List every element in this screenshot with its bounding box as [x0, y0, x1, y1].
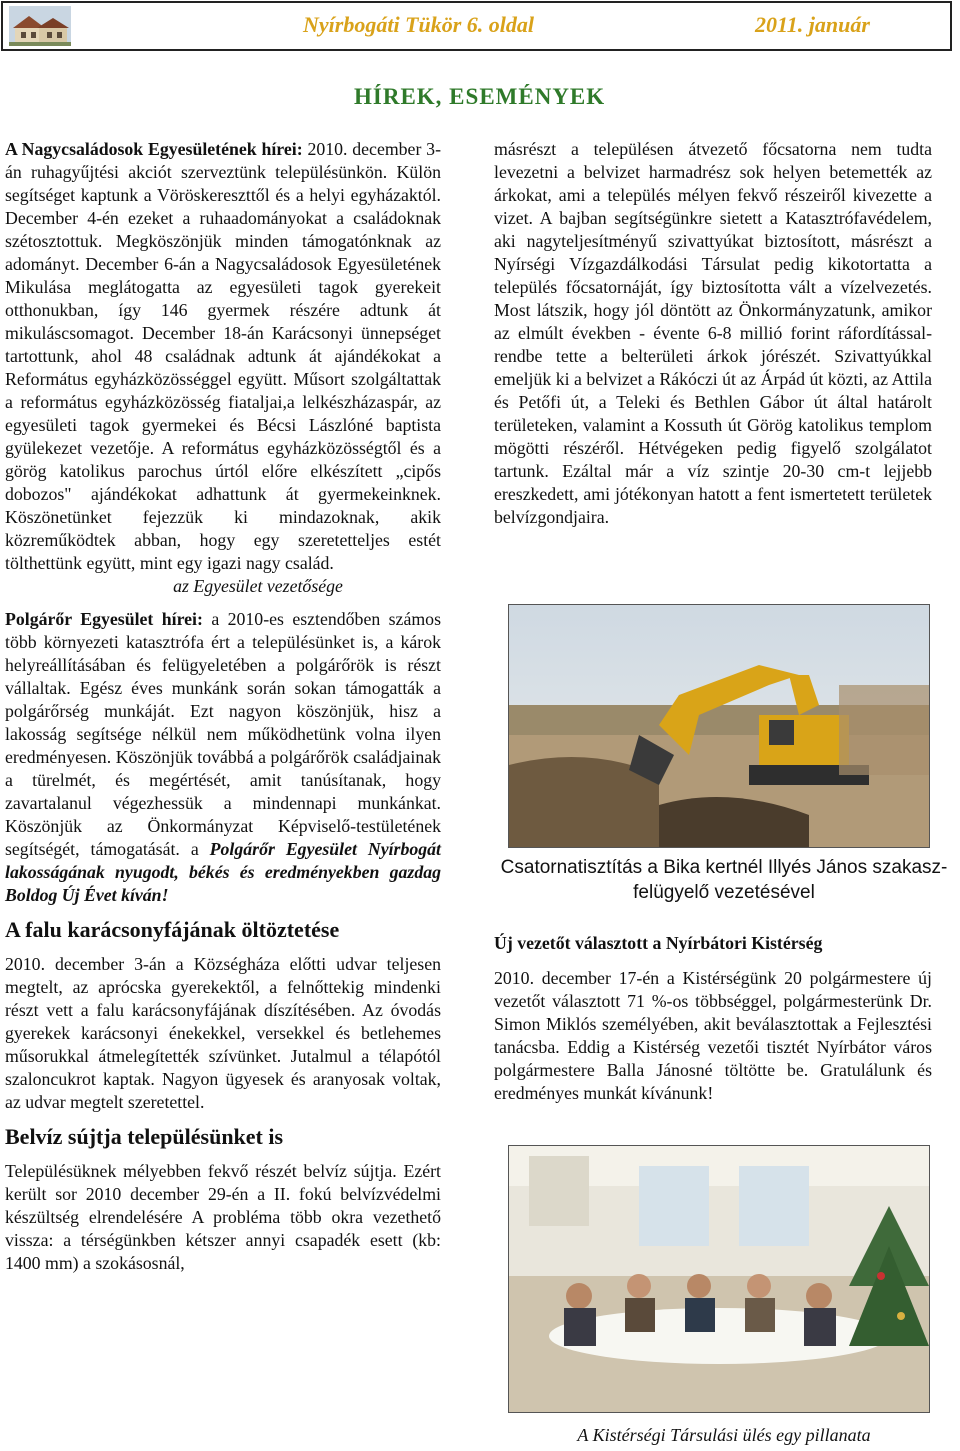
article-title: Belvíz sújtja településünket is	[5, 1124, 284, 1149]
section-title: HÍREK, ESEMÉNYEK	[354, 84, 606, 109]
issue-date: 2011. január	[755, 12, 870, 37]
article-body: 2010. december 3-án a Községháza előtti udvar teljesen megtelt, az aprócska gyerekektől, a felnőttekig mindenki részt vett a falu karácsonyfájának díszítésében. Az óvodás gyerekek karácsonyi énekekkel, versekkel és betlehemes műsorukkal átmelegítették szívünket. Jutalmul a télapótól szaloncukrot kaptak. Nagyon ügyesek és aranyosak voltak, az udvar megtelt szeretettel.	[5, 954, 441, 1112]
meeting-caption: A Kistérségi Társulási ülés egy pillanata	[577, 1425, 871, 1445]
right-column-lower	[494, 932, 932, 1105]
article-signature: az Egyesület vezetősége	[173, 576, 343, 596]
article-lead: A Nagycsaládosok Egyesületének hírei:	[5, 139, 303, 159]
excavator-image-icon	[509, 605, 929, 847]
right-column	[494, 138, 932, 529]
article-body-continued: másrészt a településen átvezető főcsatorna nem tudta levezetni a belvizet harmadrész sok helyen betemették az árkokat, ami a település mélyen fekvő részeiről kivezette a vizet. A bajban segítségünkre sietett a Katasztrófavédelem, aki nagyteljesítményű szivattyúkat biztosított, másrészt a Nyírségi Vízgazdálkodási Társulat pedig kikotortatta a település főcsatornáját, így biztosította vált a vízelvezetés. Most látszik, hogy jól döntött az Önkormányzatunk, amikor az elmúlt években - évente 6-8 millió forint ráfordítással- rendbe tette a belterületi árkok jórészét. Szivattyúkkal emeljük ki a belvizet a Rákóczi út az Árpád út közti, az Attila és Petőfi út, a Teleki és Bethlen Gábor út által határolt területeken, valamint a Kossuth út Görög katolikus templom mögötti részéről. Hétvégeken pedig figyelő szolgálatot tartunk. Ezáltal már a víz szintje 20-30 cm-t lejjebb ereszkedett, ami jótékonyan hatott a fent ismertetett területek belvízgondjaira.	[494, 139, 932, 527]
excavator-photo	[508, 604, 930, 848]
article-nagycsaladosok	[5, 138, 441, 575]
page-header	[1, 1, 952, 51]
article-lead: Polgárőr Egyesület hírei:	[5, 609, 203, 629]
article-title: Új vezetőt választott a Nyírbátori Kistérség	[494, 933, 823, 953]
village-logo-icon	[9, 6, 71, 46]
article-closing: Polgárőr Egyesület Nyírbogát lakosságának nyugodt, békés és eredményekben gazdag Boldog Új Évet kíván!	[5, 839, 441, 905]
article-title: A falu karácsonyfájának öltöztetése	[5, 917, 340, 942]
article-polgarorseg	[5, 608, 441, 907]
article-body: 2010. december 17-én a Kistérségünk 20 polgármestere új vezetőt választott 71 %-os többséggel, polgármesterünk Dr. Simon Miklós személyében, akit beválasztottak a Fejlesztési tanácsba. Eddig a Kistérség vezetői tisztét Nyírbátor város polgármestere Balla Jánosné töltötte be. Gratulálunk és eredményes munkát kívánunk!	[494, 968, 932, 1103]
article-body: 2010. december 3-án ruhagyűjtési akciót szerveztünk településünkön. Külön segítséget kaptunk a Vöröskereszttől és a helyi egyházaktól. December 4-én ezeket a ruhaadományokat a családoknak szétosztottuk. Megköszönjük minden támogatónknak az adományt. December 6-án a Nagycsaládosok Egyesületének Mikulása meglátogatta az egyesületi tagok gyerekeit otthonukban, így 146 gyermek részére adtunk át mikuláscsomagot. December 18-án Karácsonyi ünnepséget tartottunk, ahol 48 családnak adtunk át ajándékokat a Református egyházközösséggel együtt. Műsort szolgáltattak a református egyházközösség fiataljai,a lelkészházaspár, az egyesületi tagok gyermekei és Bécsi Lászlóné baptista gyülekezet vezetője. A református egyházközösségtől és a görög katolikus parochus úrtól előre elkészített „cipős dobozos" ajándékokat adhattunk át gyermekeinknek. Köszönetünket fejezzük ki mindazoknak, akik közreműködtek abban, hogy egy szeretetteljes estét tölthettünk együtt, mint egy igazi nagy család.	[5, 139, 441, 573]
meeting-image-icon	[509, 1146, 929, 1412]
article-body: Településüknek mélyebben fekvő részét belvíz sújtja. Ezért került sor 2010 december 29-én a II. fokú belvízvédelmi készültség elrendelésére A probléma több okra vezethető vissza: a térségünkben kétszer annyi csapadék esett (kb: 1400 mm) a szokásosnál,	[5, 1161, 441, 1273]
meeting-photo	[508, 1145, 930, 1413]
publication-name: Nyírbogáti Tükör 6. oldal	[303, 12, 535, 37]
article-body: a 2010-es esztendőben számos több környezeti katasztrófa ért a településünket is, a károk helyreállításában és felügyeletében a polgárőrök is részt vállaltak. Egész éves munkánk során sokan támogatták a polgárőrség munkáját. Ezt nagyon köszönjük, hisz a lakosság segítsége nélkül nem működhetünk volna ilyen eredményesen. Köszönjük továbbá a polgárőrök családjainak a türelmét, és megértését, amit tanúsítanak, hogy zavartalanul végezhessük a mindennapi munkánkat. Köszönjük az Önkormányzat Képviselő-testületének segítségét, támogatását. a	[5, 609, 441, 859]
left-column	[5, 138, 441, 1275]
excavator-caption: Csatornatisztítás a Bika kertnél Illyés János szakasz-felügyelő vezetésével	[500, 857, 948, 903]
